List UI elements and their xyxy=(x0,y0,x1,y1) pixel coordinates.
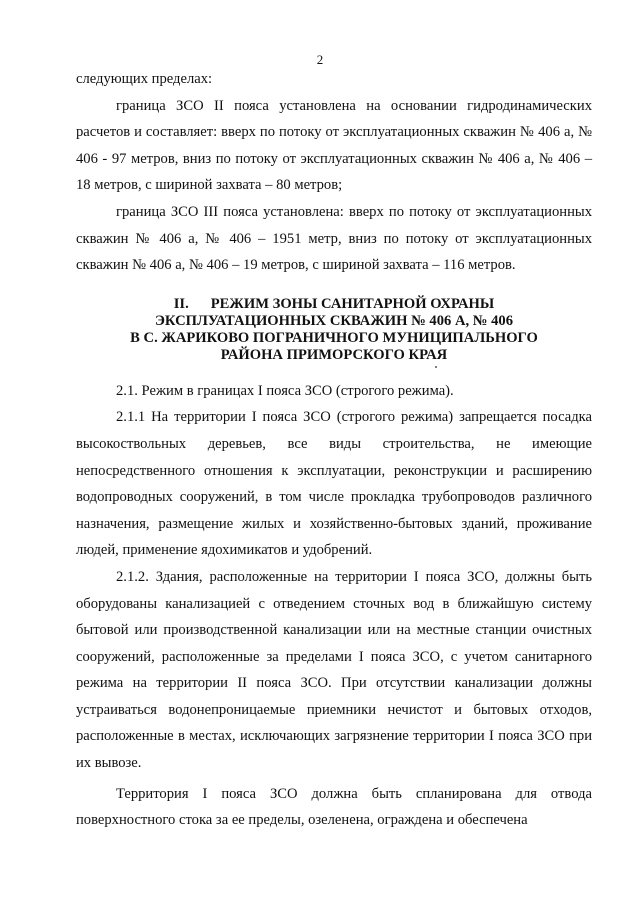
paragraph-territory: Территория I пояса ЗСО должна быть спланирована для отвода поверхностного стока за ее пределы, озеленена, ограждена и обеспечена xyxy=(76,785,592,829)
section-title-2: ЭКСПЛУАТАЦИОННЫХ СКВАЖИН № 406 А, № 406 xyxy=(154,312,514,329)
section-title-1: РЕЖИМ ЗОНЫ САНИТАРНОЙ ОХРАНЫ xyxy=(210,295,495,312)
paragraph-continuation: следующих пределах: xyxy=(76,71,213,87)
page-number: 2 xyxy=(316,52,324,67)
section-number: II. xyxy=(173,295,189,312)
paragraph-zone-iii-boundary: граница ЗСО III пояса установлена: вверх по потоку от эксплуатационных скважин № 406 а, № 406 – 1951 метр, вниз по потоку от эксплуатационных скважин № 406 а, № 406 – 19 метров, с шириной захвата – 116 метров. xyxy=(76,203,592,274)
scan-artifact-dot xyxy=(435,366,437,368)
section-heading xyxy=(76,296,592,364)
paragraph-2-1: 2.1. Режим в границах I пояса ЗСО (строгого режима). xyxy=(116,382,454,399)
paragraph-2-1-2: 2.1.2. Здания, расположенные на территории I пояса ЗСО, должны быть оборудованы канализацией с отведением сточных вод в ближайшую систему бытовой или производственной канализации или на местные станции очистных сооружений, расположенные за пределами I пояса ЗСО, с учетом санитарного режима на территории II пояса ЗСО. При отсутствии канализации должны устраиваться водонепроницаемые приемники нечистот и бытовых отходов, расположенные в местах, исключающих загрязнение территории I пояса ЗСО при их вывозе. xyxy=(76,568,592,772)
document-body xyxy=(76,66,592,834)
paragraph-2-1-1: 2.1.1 На территории I пояса ЗСО (строгого режима) запрещается посадка высокоствольных деревьев, все виды строительства, не имеющие непосредственного отношения к эксплуатации, реконструкции и расширению водопроводных сооружений, в том числе прокладка трубопроводов различного назначения, размещение жилых и хозяйственно-бытовых зданий, проживание людей, применение ядохимикатов и удобрений. xyxy=(76,409,592,559)
section-heading-line-1 xyxy=(76,296,592,313)
section-title-3: В С. ЖАРИКОВО ПОГРАНИЧНОГО МУНИЦИПАЛЬНОГО xyxy=(130,329,538,346)
paragraph-zone-ii-boundary: граница ЗСО II пояса установлена на основании гидродинамических расчетов и составляет: вверх по потоку от эксплуатационных скважин № 406 а, № 406 - 97 метров, вниз по потоку от эксплуатационных скважин № 406 а, № 406 – 18 метров, с шириной захвата – 80 метров; xyxy=(76,97,592,194)
section-title-4: РАЙОНА ПРИМОРСКОГО КРАЯ xyxy=(220,346,448,363)
